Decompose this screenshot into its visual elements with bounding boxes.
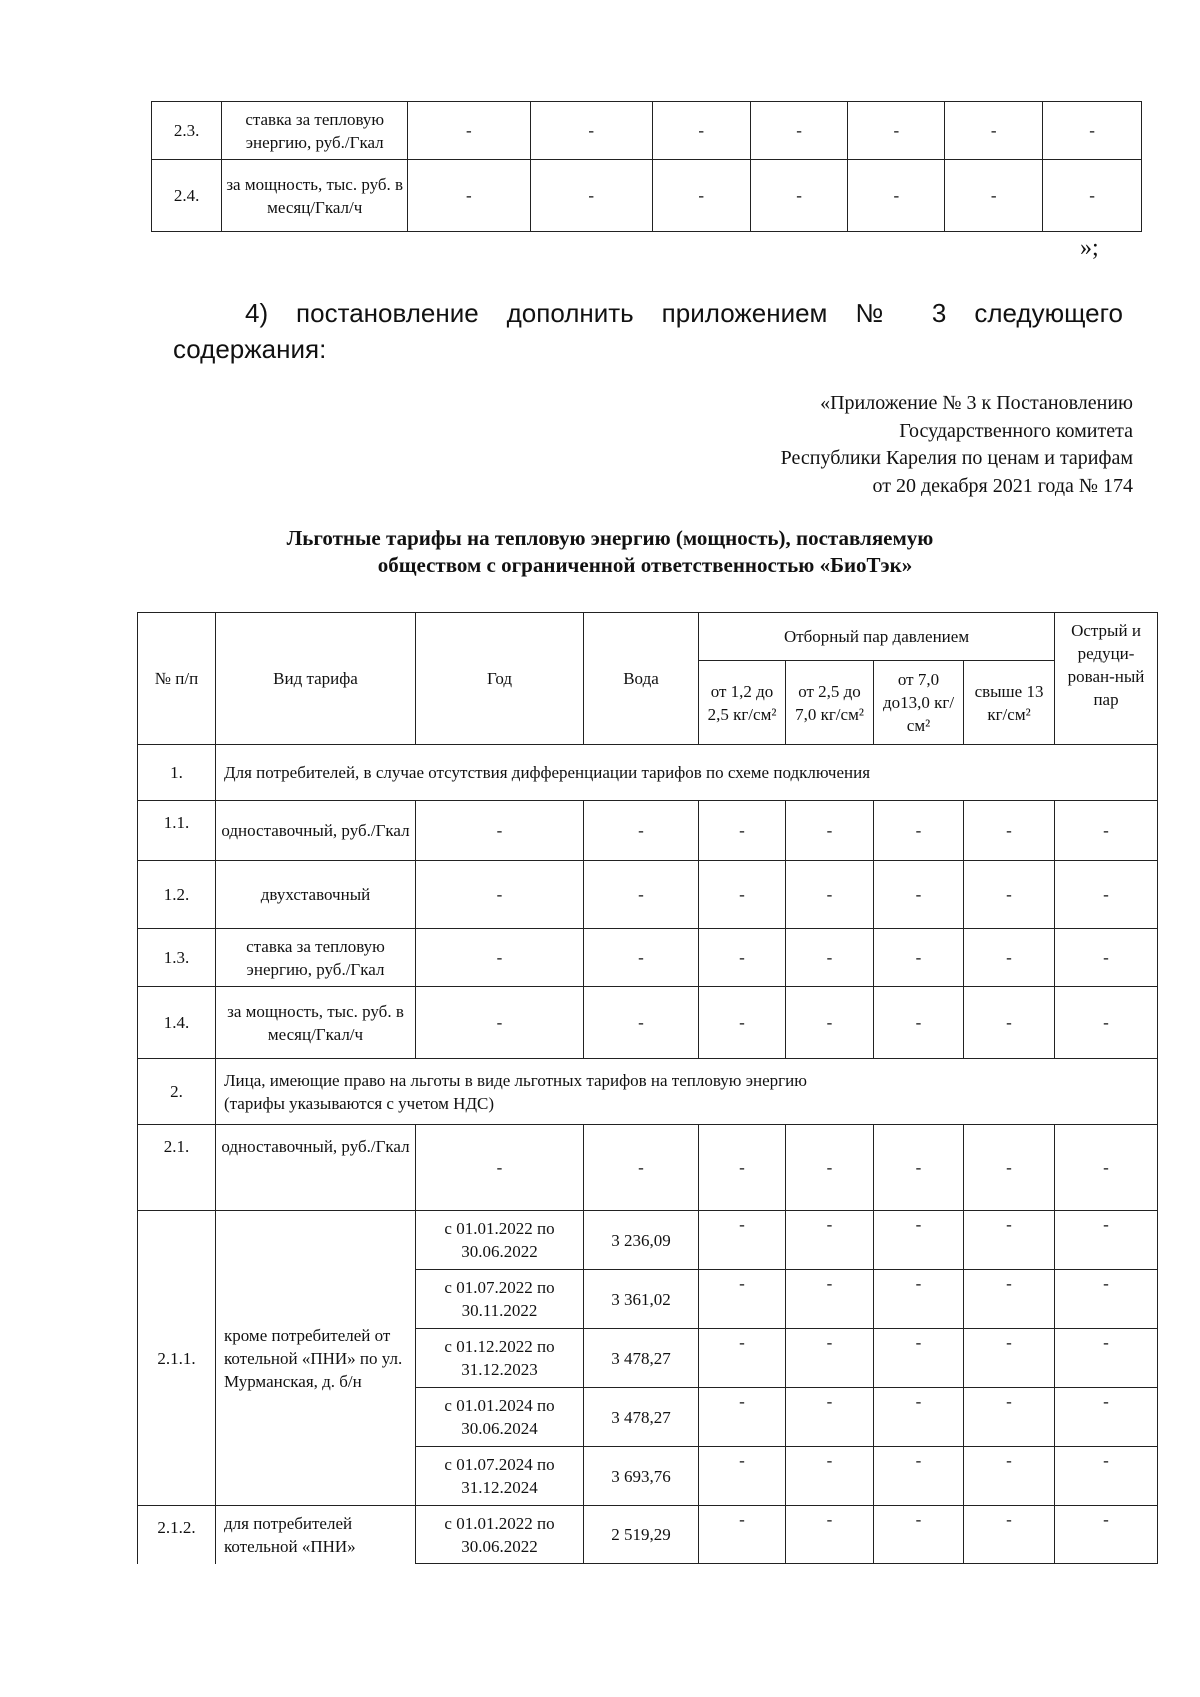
value-cell: - (584, 1125, 699, 1211)
tariff-table (137, 612, 1158, 1564)
value-cell: - (416, 1125, 584, 1211)
value-cell: - (874, 861, 964, 929)
row-number: 1.1. (138, 801, 216, 861)
closing-quote: »; (1080, 235, 1099, 261)
value-cell: - (964, 1211, 1055, 1270)
value-cell: - (786, 861, 874, 929)
value-cell: - (786, 801, 874, 861)
value-cell: - (874, 801, 964, 861)
header-year: Год (416, 613, 584, 745)
table-row (138, 861, 1158, 929)
row-number: 1.3. (138, 929, 216, 987)
value-cell: - (1055, 1270, 1158, 1329)
value-cell: - (699, 1125, 786, 1211)
value-cell: - (874, 1329, 964, 1388)
value-cell: - (699, 861, 786, 929)
row-number: 2.4. (152, 160, 222, 232)
header-steam-1: от 1,2 до 2,5 кг/см² (699, 661, 786, 745)
tariff-label: одноставочный, руб./Гкал (216, 1125, 416, 1211)
value-cell: - (945, 102, 1043, 160)
value-cell: - (416, 987, 584, 1059)
value-cell: - (584, 929, 699, 987)
value-cell: - (874, 929, 964, 987)
value-cell: - (1055, 1506, 1158, 1564)
row-number: 1.4. (138, 987, 216, 1059)
period-cell: с 01.12.2022 по 31.12.2023 (416, 1329, 584, 1388)
tariff-label: для потребителей котельной «ПНИ» (216, 1506, 416, 1564)
value-cell: - (786, 1447, 874, 1506)
header-tariff-type: Вид тарифа (216, 613, 416, 745)
value-cell: - (699, 1447, 786, 1506)
period-cell: с 01.01.2022 по 30.06.2022 (416, 1211, 584, 1270)
water-value: 2 519,29 (584, 1506, 699, 1564)
value-cell: - (1043, 160, 1142, 232)
section-title-line: (тарифы указываются с учетом НДС) (224, 1093, 495, 1113)
continuation-table (151, 101, 1142, 232)
row-number: 2.1. (138, 1125, 216, 1211)
value-cell: - (1055, 1329, 1158, 1388)
value-cell: - (408, 160, 530, 232)
value-cell: - (786, 1270, 874, 1329)
value-cell: - (699, 1506, 786, 1564)
value-cell: - (1055, 987, 1158, 1059)
value-cell: - (699, 801, 786, 861)
tariff-label: ставка за тепловую энергию, руб./Гкал (222, 102, 408, 160)
value-cell: - (964, 1506, 1055, 1564)
amendment-paragraph: 4) постановление дополнить приложением № 3 следующего (245, 298, 1123, 328)
value-cell: - (699, 987, 786, 1059)
value-cell: - (1055, 1211, 1158, 1270)
section-row (138, 745, 1158, 801)
header-steam-3: от 7,0 до13,0 кг/см² (874, 661, 964, 745)
value-cell: - (1055, 861, 1158, 929)
value-cell: - (1055, 929, 1158, 987)
row-number: 2.3. (152, 102, 222, 160)
value-cell: - (786, 1388, 874, 1447)
header-steam-2: от 2,5 до 7,0 кг/см² (786, 661, 874, 745)
value-cell: - (964, 801, 1055, 861)
appendix-line: «Приложение № 3 к Постановлению (820, 392, 1133, 414)
value-cell: - (699, 929, 786, 987)
value-cell: - (874, 1506, 964, 1564)
tariff-label: одноставочный, руб./Гкал (216, 801, 416, 861)
water-value: 3 478,27 (584, 1388, 699, 1447)
value-cell: - (1055, 1125, 1158, 1211)
value-cell: - (786, 929, 874, 987)
tariff-label: ставка за тепловую энергию, руб./Гкал (216, 929, 416, 987)
row-number: 1. (138, 745, 216, 801)
value-cell: - (1043, 102, 1142, 160)
value-cell: - (652, 160, 750, 232)
value-cell: - (874, 987, 964, 1059)
row-number: 2. (138, 1059, 216, 1125)
value-cell: - (584, 987, 699, 1059)
value-cell: - (964, 1447, 1055, 1506)
table-row (138, 801, 1158, 861)
period-cell: с 01.01.2024 по 30.06.2024 (416, 1388, 584, 1447)
value-cell: - (652, 102, 750, 160)
value-cell: - (874, 1388, 964, 1447)
table-row (138, 987, 1158, 1059)
appendix-header (781, 390, 1133, 500)
title-line: обществом с ограниченной ответственностью «БиоТэк» (377, 553, 913, 577)
water-value: 3 361,02 (584, 1270, 699, 1329)
document-title (180, 525, 1040, 579)
value-cell: - (416, 801, 584, 861)
header-steam-4: свыше 13 кг/см² (964, 661, 1055, 745)
appendix-line: Государственного комитета (899, 419, 1133, 442)
tariff-label: кроме потребителей от котельной «ПНИ» по ул. Мурманская, д. б/н (216, 1211, 416, 1506)
value-cell: - (408, 102, 530, 160)
period-cell: с 01.01.2022 по 30.06.2022 (416, 1506, 584, 1564)
amendment-paragraph-end: содержания: (173, 334, 327, 364)
table-row (138, 1506, 1158, 1564)
value-cell: - (750, 102, 848, 160)
section-title: Для потребителей, в случае отсутствия дифференциации тарифов по схеме подключения (216, 745, 1158, 801)
value-cell: - (1055, 801, 1158, 861)
value-cell: - (964, 1388, 1055, 1447)
water-value: 3 478,27 (584, 1329, 699, 1388)
value-cell: - (786, 1506, 874, 1564)
row-number: 1.2. (138, 861, 216, 929)
value-cell: - (874, 1125, 964, 1211)
header-sharp-steam: Острый и редуци-рован-ный пар (1055, 613, 1158, 745)
table-row (152, 160, 1142, 232)
value-cell: - (786, 1125, 874, 1211)
water-value: 3 236,09 (584, 1211, 699, 1270)
value-cell: - (530, 160, 652, 232)
value-cell: - (964, 1125, 1055, 1211)
header-water: Вода (584, 613, 699, 745)
value-cell: - (584, 801, 699, 861)
tariff-label: за мощность, тыс. руб. в месяц/Гкал/ч (216, 987, 416, 1059)
appendix-line: Республики Карелия по ценам и тарифам (780, 447, 1133, 469)
header-num: № п/п (138, 613, 216, 745)
value-cell: - (786, 1211, 874, 1270)
title-line: Льготные тарифы на тепловую энергию (мощность), поставляемую (286, 526, 934, 550)
header-steam-group: Отборный пар давлением (699, 613, 1055, 661)
table-row (138, 929, 1158, 987)
tariff-label: двухставочный (216, 861, 416, 929)
value-cell: - (416, 861, 584, 929)
value-cell: - (699, 1388, 786, 1447)
value-cell: - (964, 987, 1055, 1059)
period-cell: с 01.07.2022 по 30.11.2022 (416, 1270, 584, 1329)
value-cell: - (1055, 1388, 1158, 1447)
value-cell: - (699, 1270, 786, 1329)
value-cell: - (786, 987, 874, 1059)
value-cell: - (416, 929, 584, 987)
value-cell: - (584, 861, 699, 929)
value-cell: - (848, 102, 945, 160)
value-cell: - (874, 1447, 964, 1506)
value-cell: - (530, 102, 652, 160)
appendix-line: от 20 декабря 2021 года № 174 (872, 474, 1133, 497)
table-row (138, 1211, 1158, 1270)
table-row (138, 1125, 1158, 1211)
water-value: 3 693,76 (584, 1447, 699, 1506)
value-cell: - (964, 1270, 1055, 1329)
value-cell: - (699, 1329, 786, 1388)
value-cell: - (964, 929, 1055, 987)
table-row (152, 102, 1142, 160)
header-row (138, 613, 1158, 661)
period-cell: с 01.07.2024 по 31.12.2024 (416, 1447, 584, 1506)
value-cell: - (1055, 1447, 1158, 1506)
value-cell: - (964, 861, 1055, 929)
section-title (216, 1059, 1158, 1125)
row-number: 2.1.1. (138, 1211, 216, 1506)
value-cell: - (874, 1211, 964, 1270)
row-number: 2.1.2. (138, 1506, 216, 1564)
value-cell: - (699, 1211, 786, 1270)
value-cell: - (945, 160, 1043, 232)
value-cell: - (750, 160, 848, 232)
value-cell: - (786, 1329, 874, 1388)
value-cell: - (964, 1329, 1055, 1388)
section-row (138, 1059, 1158, 1125)
section-title-line: Лица, имеющие право на льготы в виде льготных тарифов на тепловую энергию (224, 1070, 807, 1090)
value-cell: - (848, 160, 945, 232)
tariff-label: за мощность, тыс. руб. в месяц/Гкал/ч (222, 160, 408, 232)
value-cell: - (874, 1270, 964, 1329)
